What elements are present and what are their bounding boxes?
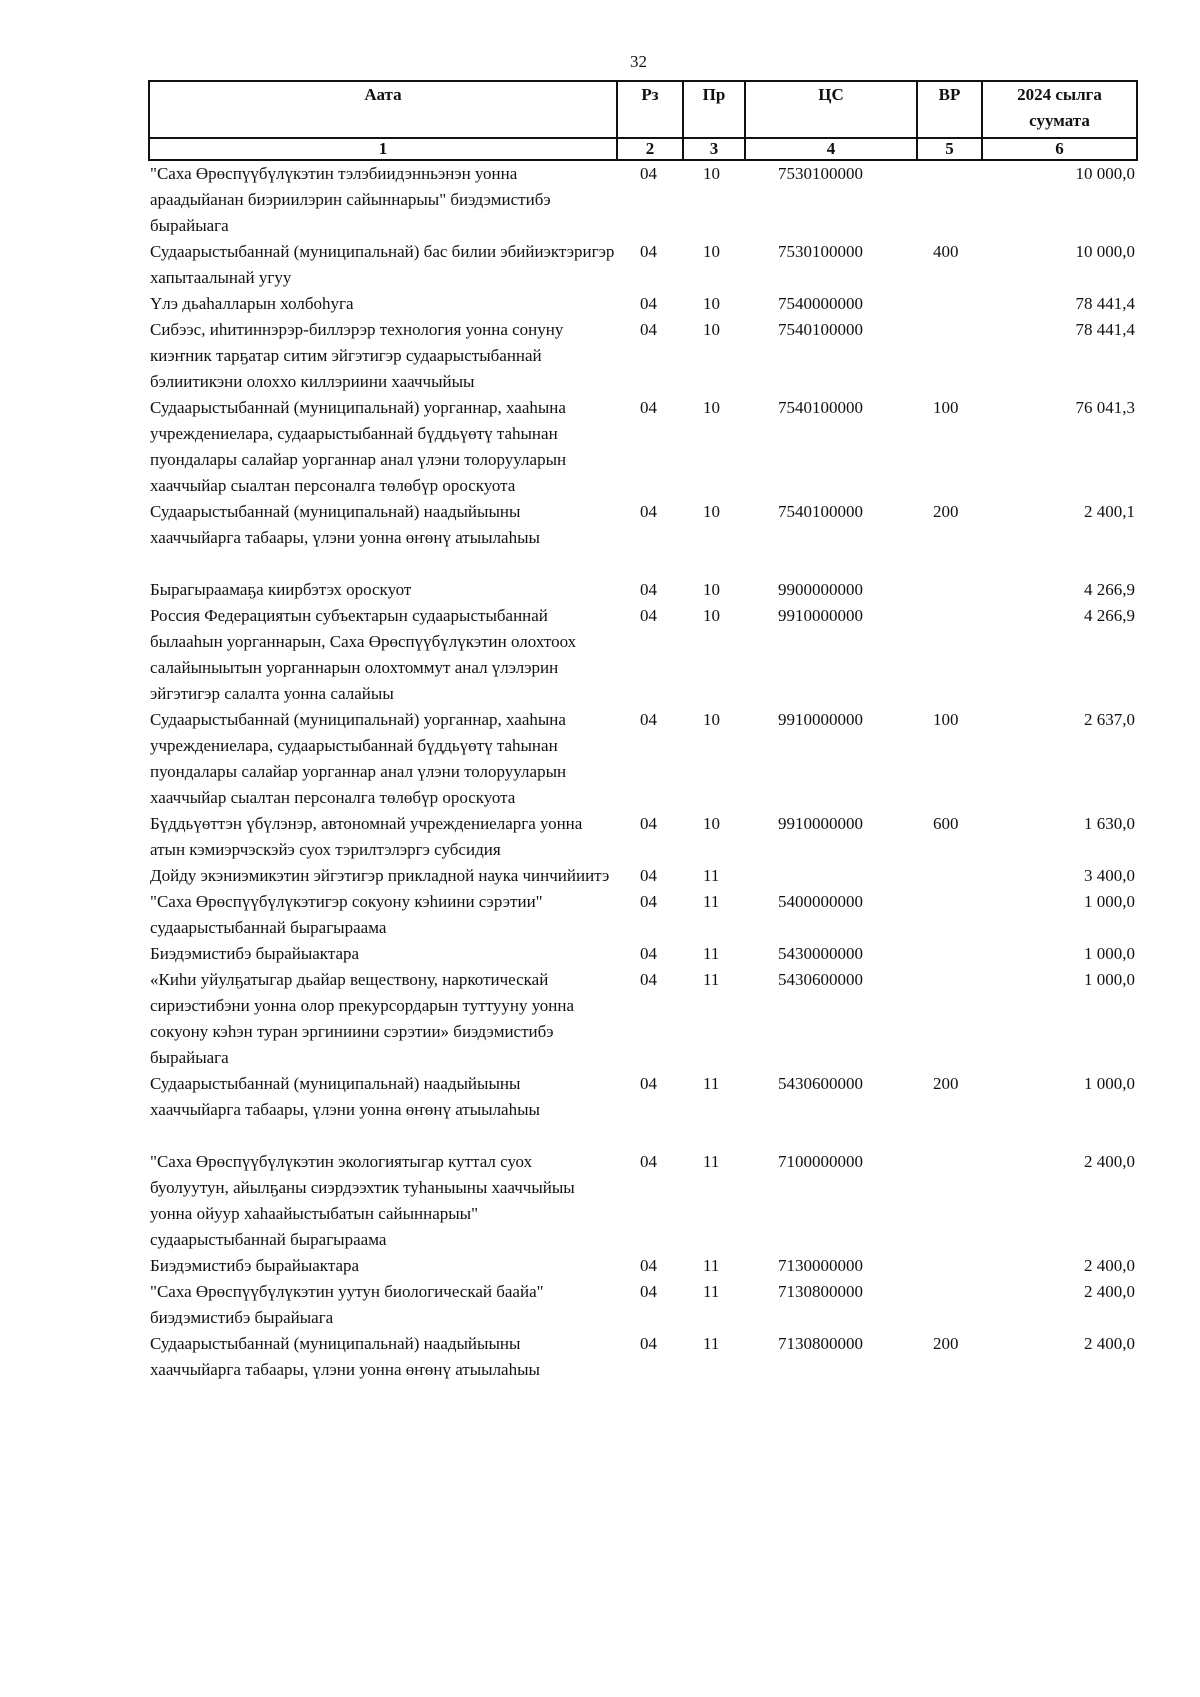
row-name: "Саха Өрөспүүбүлүкэтин экологиятыгар куттал суох буолуутун, айылҕаны сиэрдээхтик туһаныыны хааччыйыы уонна ойуур хаһаайыстыбатын сайыннарыы" судаарыстыбаннай бырагыраама bbox=[150, 1152, 575, 1249]
row-amount: 4 266,9 bbox=[1084, 606, 1135, 625]
header-cs: ЦС bbox=[745, 81, 917, 138]
row-rz: 04 bbox=[640, 814, 657, 833]
row-pr: 11 bbox=[703, 1256, 720, 1275]
row-rz: 04 bbox=[640, 1282, 657, 1301]
budget-table bbox=[148, 80, 1138, 1383]
row-amount: 1 630,0 bbox=[1084, 814, 1135, 833]
page-number: 32 bbox=[630, 52, 647, 71]
row-pr: 10 bbox=[703, 580, 720, 599]
row-cs: 7100000000 bbox=[778, 1152, 863, 1171]
row-pr: 11 bbox=[703, 944, 720, 963]
row-name: Судаарыстыбаннай (муниципальнай) наадыйыыны хааччыйарга табаары, үлэни уонна өҥөнү атыылаһыы bbox=[150, 502, 540, 547]
row-name: Судаарыстыбаннай (муниципальнай) бас билии эбийиэктэригэр хапытаалынай угуу bbox=[150, 242, 615, 287]
row-rz: 04 bbox=[640, 866, 657, 885]
header-amount: 2024 сылга суумата bbox=[982, 81, 1137, 138]
row-cs: 7130800000 bbox=[778, 1334, 863, 1353]
column-number: 2 bbox=[617, 138, 683, 160]
table-row bbox=[149, 1279, 1137, 1331]
row-cs: 7130800000 bbox=[778, 1282, 863, 1301]
row-pr: 11 bbox=[703, 1152, 720, 1171]
table-row bbox=[149, 1071, 1137, 1149]
table-row bbox=[149, 317, 1137, 395]
row-amount: 2 400,0 bbox=[1084, 1282, 1135, 1301]
row-name: Россия Федерациятын субъектарын судаарыстыбаннай былааһын уорганнарын, Саха Өрөспүүбүлүкэтин олохтоох салайыныытын уорганнарын олохтоммут анал үлэлэрин эйгэтигэр салалта уонна салайыы bbox=[150, 606, 577, 703]
row-name: Биэдэмистибэ бырайыактара bbox=[150, 1256, 360, 1275]
row-pr: 11 bbox=[703, 1282, 720, 1301]
table-row bbox=[149, 1253, 1137, 1279]
row-pr: 10 bbox=[703, 294, 720, 313]
row-amount: 2 400,1 bbox=[1084, 502, 1135, 521]
row-amount: 1 000,0 bbox=[1084, 892, 1135, 911]
row-amount: 1 000,0 bbox=[1084, 1074, 1135, 1093]
row-vr: 200 bbox=[933, 1334, 959, 1353]
row-pr: 10 bbox=[703, 814, 720, 833]
row-name: Сибээс, иһитиннэрэр-биллэрэр технология уонна сонуну киэҥник тарҕатар ситим эйгэтигэр судаарыстыбаннай бэлиитикэни олоххо киллэриини хааччыйыы bbox=[150, 320, 564, 391]
row-rz: 04 bbox=[640, 164, 657, 183]
row-amount: 2 400,0 bbox=[1084, 1334, 1135, 1353]
table-row bbox=[149, 941, 1137, 967]
table-row bbox=[149, 239, 1137, 291]
row-pr: 11 bbox=[703, 1074, 720, 1093]
row-name: Дойду экэниэмикэтин эйгэтигэр прикладной наука чинчийиитэ bbox=[150, 866, 610, 885]
row-rz: 04 bbox=[640, 944, 657, 963]
row-cs: 5430600000 bbox=[778, 970, 863, 989]
row-rz: 04 bbox=[640, 606, 657, 625]
row-rz: 04 bbox=[640, 710, 657, 729]
row-pr: 10 bbox=[703, 242, 720, 261]
row-vr bbox=[917, 1149, 982, 1253]
table-row bbox=[149, 160, 1137, 239]
row-cs: 5400000000 bbox=[778, 892, 863, 911]
row-rz: 04 bbox=[640, 970, 657, 989]
row-pr: 11 bbox=[703, 866, 720, 885]
column-number: 5 bbox=[917, 138, 982, 160]
row-vr: 200 bbox=[933, 1074, 959, 1093]
row-vr: 600 bbox=[933, 814, 959, 833]
row-vr bbox=[917, 291, 982, 317]
table-body bbox=[149, 160, 1137, 1383]
table-row bbox=[149, 603, 1137, 707]
row-vr bbox=[917, 160, 982, 239]
row-amount: 2 637,0 bbox=[1084, 710, 1135, 729]
row-vr bbox=[917, 967, 982, 1071]
row-cs: 7530100000 bbox=[778, 242, 863, 261]
row-rz: 04 bbox=[640, 580, 657, 599]
row-vr: 100 bbox=[933, 710, 959, 729]
row-vr bbox=[917, 603, 982, 707]
row-cs: 9910000000 bbox=[778, 606, 863, 625]
row-pr: 10 bbox=[703, 164, 720, 183]
row-vr bbox=[917, 1253, 982, 1279]
table-row bbox=[149, 395, 1137, 499]
row-amount: 10 000,0 bbox=[1075, 164, 1135, 183]
row-name: Судаарыстыбаннай (муниципальнай) наадыйыыны хааччыйарга табаары, үлэни уонна өҥөнү атыылаһыы bbox=[150, 1334, 540, 1379]
row-name: Судаарыстыбаннай (муниципальнай) уорганнар, хааһына учреждениелара, судаарыстыбаннай бүддьүөтү таһынан пуондалары салайар уорганнар анал үлэни толорууларын хааччыйар сыалтан персоналга төлөбүр ороскуота bbox=[150, 710, 567, 807]
row-vr: 400 bbox=[933, 242, 959, 261]
header-pr: Пр bbox=[683, 81, 745, 138]
row-rz: 04 bbox=[640, 502, 657, 521]
row-vr bbox=[917, 1279, 982, 1331]
table-row bbox=[149, 707, 1137, 811]
column-number-row bbox=[149, 138, 1137, 160]
table-row bbox=[149, 1331, 1137, 1383]
row-pr: 10 bbox=[703, 320, 720, 339]
row-rz: 04 bbox=[640, 1334, 657, 1353]
row-vr: 200 bbox=[933, 502, 959, 521]
row-rz: 04 bbox=[640, 320, 657, 339]
row-amount: 10 000,0 bbox=[1075, 242, 1135, 261]
table-header bbox=[149, 81, 1137, 160]
row-rz: 04 bbox=[640, 1256, 657, 1275]
row-cs: 7540100000 bbox=[778, 398, 863, 417]
row-amount: 3 400,0 bbox=[1084, 866, 1135, 885]
row-pr: 10 bbox=[703, 606, 720, 625]
row-cs: 5430000000 bbox=[778, 944, 863, 963]
row-cs: 9910000000 bbox=[778, 814, 863, 833]
header-rz: Рз bbox=[617, 81, 683, 138]
row-cs: 9910000000 bbox=[778, 710, 863, 729]
row-rz: 04 bbox=[640, 892, 657, 911]
row-cs: 7530100000 bbox=[778, 164, 863, 183]
table-row bbox=[149, 291, 1137, 317]
row-pr: 11 bbox=[703, 1334, 720, 1353]
row-pr: 10 bbox=[703, 502, 720, 521]
row-cs: 5430600000 bbox=[778, 1074, 863, 1093]
header-row bbox=[149, 81, 1137, 138]
row-rz: 04 bbox=[640, 398, 657, 417]
table-row bbox=[149, 863, 1137, 889]
table-row bbox=[149, 967, 1137, 1071]
column-number: 4 bbox=[745, 138, 917, 160]
row-vr bbox=[917, 889, 982, 941]
row-pr: 10 bbox=[703, 398, 720, 417]
table-row bbox=[149, 889, 1137, 941]
row-name: Бырагыраамаҕа киирбэтэх ороскуот bbox=[150, 580, 412, 599]
row-amount: 78 441,4 bbox=[1075, 320, 1135, 339]
row-amount: 2 400,0 bbox=[1084, 1256, 1135, 1275]
row-rz: 04 bbox=[640, 294, 657, 313]
row-cs bbox=[745, 863, 917, 889]
row-vr bbox=[917, 863, 982, 889]
row-amount: 1 000,0 bbox=[1084, 944, 1135, 963]
row-name: Үлэ дьаһалларын холбоһуга bbox=[150, 294, 354, 313]
row-vr: 100 bbox=[933, 398, 959, 417]
row-amount: 78 441,4 bbox=[1075, 294, 1135, 313]
row-pr: 11 bbox=[703, 970, 720, 989]
row-cs: 7540000000 bbox=[778, 294, 863, 313]
row-rz: 04 bbox=[640, 1152, 657, 1171]
row-cs: 7130000000 bbox=[778, 1256, 863, 1275]
table-row bbox=[149, 1149, 1137, 1253]
row-vr bbox=[917, 577, 982, 603]
row-name: Судаарыстыбаннай (муниципальнай) уорганнар, хааһына учреждениелара, судаарыстыбаннай бүддьүөтү таһынан пуондалары салайар уорганнар анал үлэни толорууларын хааччыйар сыалтан персоналга төлөбүр ороскуота bbox=[150, 398, 567, 495]
row-amount: 2 400,0 bbox=[1084, 1152, 1135, 1171]
row-rz: 04 bbox=[640, 242, 657, 261]
row-pr: 11 bbox=[703, 892, 720, 911]
row-amount: 4 266,9 bbox=[1084, 580, 1135, 599]
row-cs: 7540100000 bbox=[778, 502, 863, 521]
table-row bbox=[149, 577, 1137, 603]
row-name: «Киһи уйулҕатыгар дьайар веществону, наркотическай сириэстибэни уонна олор прекурсордарын туттууну уонна сокуону кэһэн туран эргиниини сэрэтии» биэдэмистибэ бырайыага bbox=[150, 970, 575, 1067]
row-name: Судаарыстыбаннай (муниципальнай) наадыйыыны хааччыйарга табаары, үлэни уонна өҥөнү атыылаһыы bbox=[150, 1074, 540, 1119]
row-name: Биэдэмистибэ бырайыактара bbox=[150, 944, 360, 963]
row-name: "Саха Өрөспүүбүлүкэтин тэлэбиидэнньэнэн уонна араадыйанан биэриилэрин сайыннарыы" биэдэмистибэ бырайыага bbox=[150, 164, 551, 235]
row-cs: 7540100000 bbox=[778, 320, 863, 339]
header-name: Аата bbox=[149, 81, 617, 138]
row-name: "Саха Өрөспүүбүлүкэтин уутун биологическай баайа" биэдэмистибэ бырайыага bbox=[150, 1282, 544, 1327]
column-number: 3 bbox=[683, 138, 745, 160]
row-amount: 76 041,3 bbox=[1075, 398, 1135, 417]
row-rz: 04 bbox=[640, 1074, 657, 1093]
column-number: 1 bbox=[149, 138, 617, 160]
header-vr: ВР bbox=[917, 81, 982, 138]
column-number: 6 bbox=[982, 138, 1137, 160]
row-name: "Саха Өрөспүүбүлүкэтигэр сокуону кэһиини сэрэтии" судаарыстыбаннай бырагыраама bbox=[150, 892, 543, 937]
row-cs: 9900000000 bbox=[778, 580, 863, 599]
row-vr bbox=[917, 317, 982, 395]
row-amount: 1 000,0 bbox=[1084, 970, 1135, 989]
row-vr bbox=[917, 941, 982, 967]
table-row bbox=[149, 811, 1137, 863]
table-row bbox=[149, 499, 1137, 577]
row-pr: 10 bbox=[703, 710, 720, 729]
row-name: Бүддьүөттэн үбүлэнэр, автономнай учреждениеларга уонна атын кэмиэрчэскэйэ суох тэрилтэлэргэ субсидия bbox=[150, 814, 583, 859]
